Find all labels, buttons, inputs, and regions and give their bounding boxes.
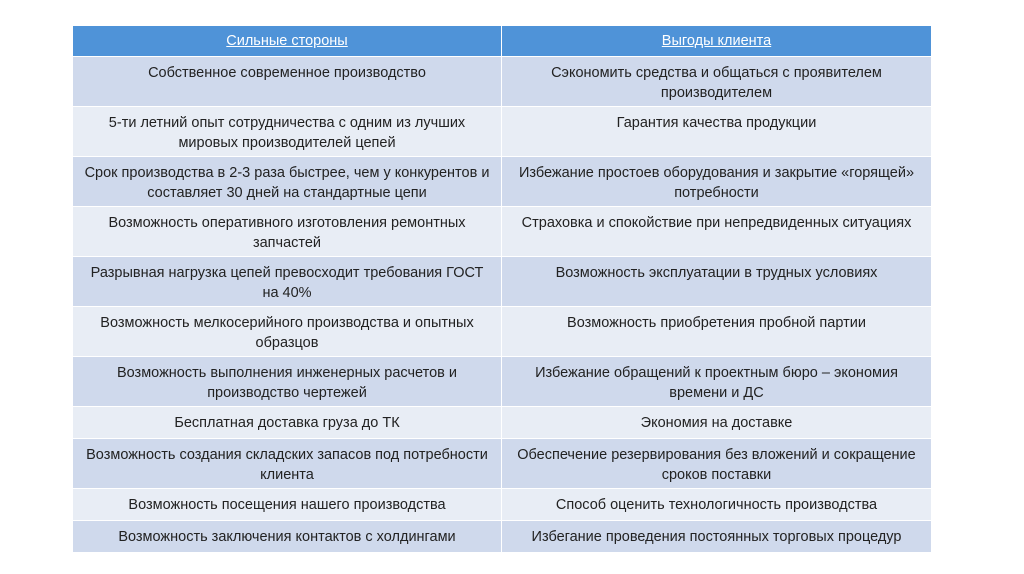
strength-cell: 5-ти летний опыт сотрудничества с одним из лучших мировых производителей цепей bbox=[73, 107, 502, 157]
table-row bbox=[73, 407, 932, 439]
table-row bbox=[73, 207, 932, 257]
benefit-cell: Способ оценить технологичность производства bbox=[502, 489, 932, 521]
strength-cell: Возможность выполнения инженерных расчетов и производство чертежей bbox=[73, 357, 502, 407]
header-strengths: Сильные стороны bbox=[73, 26, 502, 57]
benefit-cell: Экономия на доставке bbox=[502, 407, 932, 439]
table-row bbox=[73, 307, 932, 357]
benefit-cell: Сэкономить средства и общаться с проявителем производителем bbox=[502, 57, 932, 107]
table-row bbox=[73, 489, 932, 521]
strength-cell: Возможность оперативного изготовления ремонтных запчастей bbox=[73, 207, 502, 257]
benefit-cell: Избежание простоев оборудования и закрытие «горящей» потребности bbox=[502, 157, 932, 207]
strength-cell: Возможность заключения контактов с холдингами bbox=[73, 521, 502, 553]
benefit-cell: Возможность эксплуатации в трудных условиях bbox=[502, 257, 932, 307]
header-benefits: Выгоды клиента bbox=[502, 26, 932, 57]
strength-cell: Срок производства в 2-3 раза быстрее, чем у конкурентов и составляет 30 дней на стандартные цепи bbox=[73, 157, 502, 207]
strength-cell: Возможность посещения нашего производства bbox=[73, 489, 502, 521]
table-row bbox=[73, 521, 932, 553]
strengths-benefits-table-container bbox=[72, 25, 931, 553]
benefit-cell: Обеспечение резервирования без вложений и сокращение сроков поставки bbox=[502, 439, 932, 489]
benefit-cell: Страховка и спокойствие при непредвиденных ситуациях bbox=[502, 207, 932, 257]
table-row bbox=[73, 357, 932, 407]
benefit-cell: Возможность приобретения пробной партии bbox=[502, 307, 932, 357]
strength-cell: Бесплатная доставка груза до ТК bbox=[73, 407, 502, 439]
strength-cell: Собственное современное производство bbox=[73, 57, 502, 107]
table-row bbox=[73, 107, 932, 157]
table-header-row bbox=[73, 26, 932, 57]
table-row bbox=[73, 57, 932, 107]
benefit-cell: Гарантия качества продукции bbox=[502, 107, 932, 157]
table-row bbox=[73, 157, 932, 207]
strength-cell: Разрывная нагрузка цепей превосходит требования ГОСТ на 40% bbox=[73, 257, 502, 307]
strength-cell: Возможность мелкосерийного производства и опытных образцов bbox=[73, 307, 502, 357]
strength-cell: Возможность создания складских запасов под потребности клиента bbox=[73, 439, 502, 489]
benefit-cell: Избегание проведения постоянных торговых процедур bbox=[502, 521, 932, 553]
strengths-benefits-table bbox=[72, 25, 932, 553]
benefit-cell: Избежание обращений к проектным бюро – экономия времени и ДС bbox=[502, 357, 932, 407]
table-row bbox=[73, 439, 932, 489]
table-row bbox=[73, 257, 932, 307]
